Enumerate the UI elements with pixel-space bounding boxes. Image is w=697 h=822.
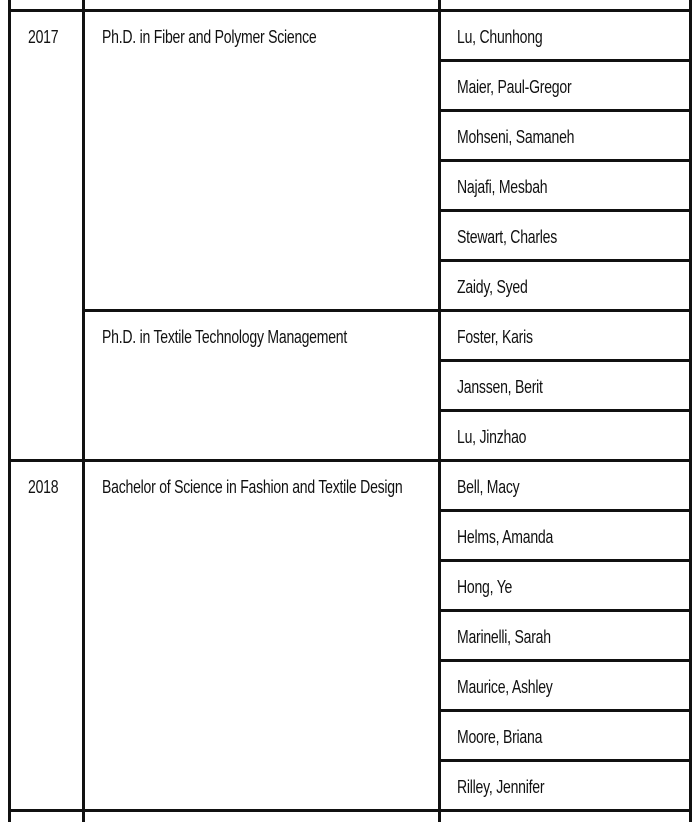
graduate-cell (440, 310, 691, 360)
graduate-name: Helms, Amanda (457, 526, 554, 547)
table-row (10, 310, 691, 360)
program-cell (84, 460, 440, 810)
graduate-name: Mohseni, Samaneh (457, 126, 575, 147)
graduate-cell (440, 460, 691, 510)
graduate-name: Stewart, Charles (457, 226, 558, 247)
program-cell (84, 310, 440, 460)
graduate-cell (440, 10, 691, 60)
graduate-cell (440, 0, 691, 10)
graduate-cell (440, 410, 691, 460)
graduate-cell (440, 210, 691, 260)
graduate-name: Moore, Briana (457, 726, 543, 747)
graduate-cell (440, 560, 691, 610)
program-label: Ph.D. in Fiber and Polymer Science (102, 26, 317, 47)
graduate-name: Marinelli, Sarah (457, 626, 551, 647)
graduate-cell (440, 360, 691, 410)
graduate-cell (440, 760, 691, 810)
table-row (10, 10, 691, 60)
graduate-name: Lu, Chunhong (457, 26, 543, 47)
program-label: Bachelor of Science in Fashion and Textile Design (102, 476, 403, 497)
program-cell (84, 10, 440, 310)
table-row (10, 0, 691, 10)
graduate-cell (440, 160, 691, 210)
graduate-cell (440, 510, 691, 560)
graduate-name: Maier, Paul-Gregor (457, 76, 572, 97)
graduate-name: Hong, Ye (457, 576, 513, 597)
graduate-cell (440, 710, 691, 760)
year-cell (10, 0, 84, 10)
graduates-table-container (8, 0, 689, 822)
graduate-name: Lu, Jinzhao (457, 426, 527, 447)
year-label: 2018 (28, 476, 59, 497)
year-cell (10, 10, 84, 460)
graduate-name: Bell, Macy (457, 476, 520, 497)
graduate-name: Janssen, Berit (457, 376, 543, 397)
graduate-cell (440, 610, 691, 660)
graduate-cell (440, 60, 691, 110)
table-row (10, 460, 691, 510)
graduate-name: Foster, Karis (457, 326, 533, 347)
graduate-name: Najafi, Mesbah (457, 176, 548, 197)
graduate-name: Maurice, Ashley (457, 676, 553, 697)
graduates-table (8, 0, 692, 822)
year-label: 2017 (28, 26, 59, 47)
graduate-cell (440, 110, 691, 160)
graduate-name: Rilley, Jennifer (457, 776, 545, 797)
program-cell (84, 0, 440, 10)
graduate-cell (440, 260, 691, 310)
year-cell (10, 460, 84, 810)
graduate-cell (440, 660, 691, 710)
program-label: Ph.D. in Textile Technology Management (102, 326, 348, 347)
graduate-name: Zaidy, Syed (457, 276, 528, 297)
